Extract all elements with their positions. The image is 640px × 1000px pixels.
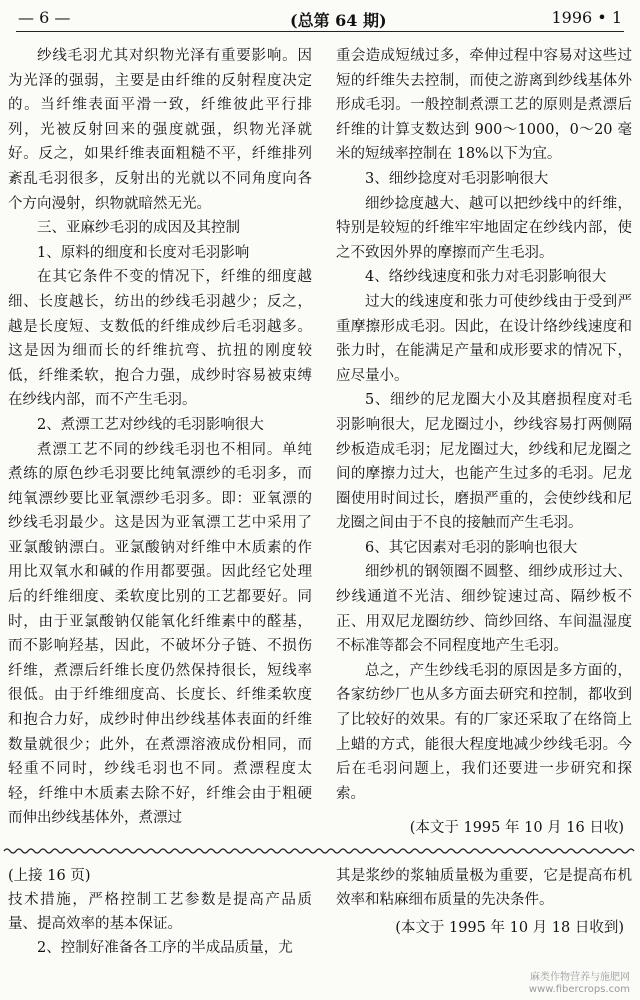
paragraph: 技术措施，严格控制工艺参数是提高产品质量、提高效率的基本保证。	[8, 892, 312, 932]
bottom-right-column	[336, 864, 632, 940]
issue-number: (总第 64 期)	[290, 11, 387, 30]
paragraph: 总之，产生纱线毛羽的原因是多方面的，各家纺纱厂也从多方面去研究和控制，都收到了比较好的效果。有的厂家还采取了在络筒上上蜡的方式，能很大程度地减少纱线毛羽。今后在毛羽问题上，我们还要进一步研究和探索。	[336, 662, 632, 802]
paragraph: 过大的线速度和张力可使纱线由于受到严重摩擦形成毛羽。因此，在设计络纱线速度和张力时，在能满足产量和成形要求的情况下，应尽量小。	[336, 293, 632, 384]
right-column	[336, 44, 632, 841]
section-heading: 三、亚麻纱毛羽的成因及其控制	[37, 220, 240, 237]
paragraph: 5、细纱的尼龙圈大小及其磨损程度对毛羽影响很大，尼龙圈过小，纱线容易打两侧隔纱板造成毛羽；尼龙圈过大，纱线和尼龙圈之间的摩擦力过大，也能产生过多的毛羽。尼龙圈使用时间过长，磨损严重的，会使纱线和尼龙圈之间由于不良的接触而产生毛羽。	[336, 392, 632, 532]
section-heading: 1、原料的细度和长度对毛羽影响	[37, 244, 250, 261]
watermark	[529, 972, 630, 996]
paragraph: 煮漂工艺不同的纱线毛羽也不相同。单纯煮练的原色纱毛羽要比纯氧漂纱的毛羽多，而纯氧漂纱要比亚氧漂纱毛羽多。即：亚氧漂的纱线毛羽最少。这是因为亚氧漂工艺中采用了亚氯酸钠漂白。亚氯酸钠对纤维中木质素的作用比双氧水和碱的作用都要强。因此经它处理后的纤维细度、柔软度比别的工艺都要好。同时，由于亚氯酸钠仅能氧化纤维素中的醛基，而不影响羟基，因此，不破坏分子链、不损伤纤维，煮漂后纤维长度仍然保持很长，短线率很低。由于纤维细度高、长度长、纤维柔软度和抱合力好，成纱时伸出纱线基体表面的纤维数量就很少；此外，在煮漂溶液成份相同，而轻重不同时，纱线毛羽也不同。煮漂程度太轻，纤维中木质素去除不好，纤维会由于粗硬而伸出纱线基体外，煮漂过	[8, 441, 312, 827]
section-heading: 6、其它因素对毛羽的影响也很大	[365, 539, 578, 556]
paragraph: 细纱捻度越大、越可以把纱线中的纤维，特别是较短的纤维牢牢地固定在纱线内部，使之不致因外界的摩擦而产生毛羽。	[336, 195, 632, 261]
received-date-note: (本文于 1995 年 10 月 18 日收到)	[395, 920, 624, 936]
wavy-divider	[0, 846, 640, 856]
bottom-left-column	[8, 864, 312, 960]
left-column	[8, 44, 312, 831]
watermark-line-1: 麻类作物营养与施肥网	[530, 972, 630, 983]
section-heading: 3、细纱捻度对毛羽影响很大	[365, 170, 549, 187]
page-number: — 6 —	[18, 8, 71, 27]
page-header	[0, 4, 640, 30]
paragraph: 细纱机的钢领圈不圆整、细纱成形过大、纱线通道不光洁、细纱锭速过高、隔纱板不正、用双尼龙圈纺纱、筒纱回络、车间温湿度不标准等都会不同程度地产生毛羽。	[336, 564, 632, 655]
section-heading: 2、煮漂工艺对纱线的毛羽影响很大	[37, 416, 264, 433]
paragraph: 纱线毛羽尤其对织物光泽有重要影响。因为光泽的强弱，主要是由纤维的反射程度决定的。当纤维表面平滑一致，纤维彼此平行排列，光被反射回来的强度就强，织物光泽就好。反之，如果纤维表面粗糙不平，纤维排列紊乱毛羽很多，反射出的光就以不同角度向各个方向漫射，织物就暗然无光。	[8, 48, 312, 212]
paragraph: 重会造成短绒过多，牵伸过程中容易对这些过短的纤维失去控制，而使之游离到纱线基体外形成毛羽。一般控制煮漂工艺的原则是煮漂后纤维的计算支数达到 900～1000，0～20 毫米的短绒率控制在 18%以下为宜。	[336, 48, 632, 163]
header-rule	[16, 31, 624, 32]
paragraph: 在其它条件不变的情况下，纤维的细度越细、长度越长，纺出的纱线毛羽越少；反之，越是长度短、支数低的纤维成纱后毛羽越多。这是因为细而长的纤维抗弯、抗扭的刚度较低，纤维柔软，抱合力强，成纱时容易被束缚在纱线内部，而不产生毛羽。	[8, 269, 312, 409]
received-date-note: (本文于 1995 年 10 月 16 日收)	[409, 820, 624, 837]
paragraph: (上接 16 页)	[8, 868, 91, 884]
paragraph: 其是浆纱的浆轴质量极为重要，它是提高布机效率和粘麻细布质量的先决条件。	[336, 868, 632, 908]
section-heading: 4、络纱线速度和张力对毛羽影响很大	[365, 269, 607, 286]
paragraph: 2、控制好准备各工序的半成品质量，尤	[37, 940, 293, 956]
watermark-line-2: www.fibercrops.com	[528, 984, 630, 995]
issue-date: 1996 • 1	[551, 8, 622, 27]
